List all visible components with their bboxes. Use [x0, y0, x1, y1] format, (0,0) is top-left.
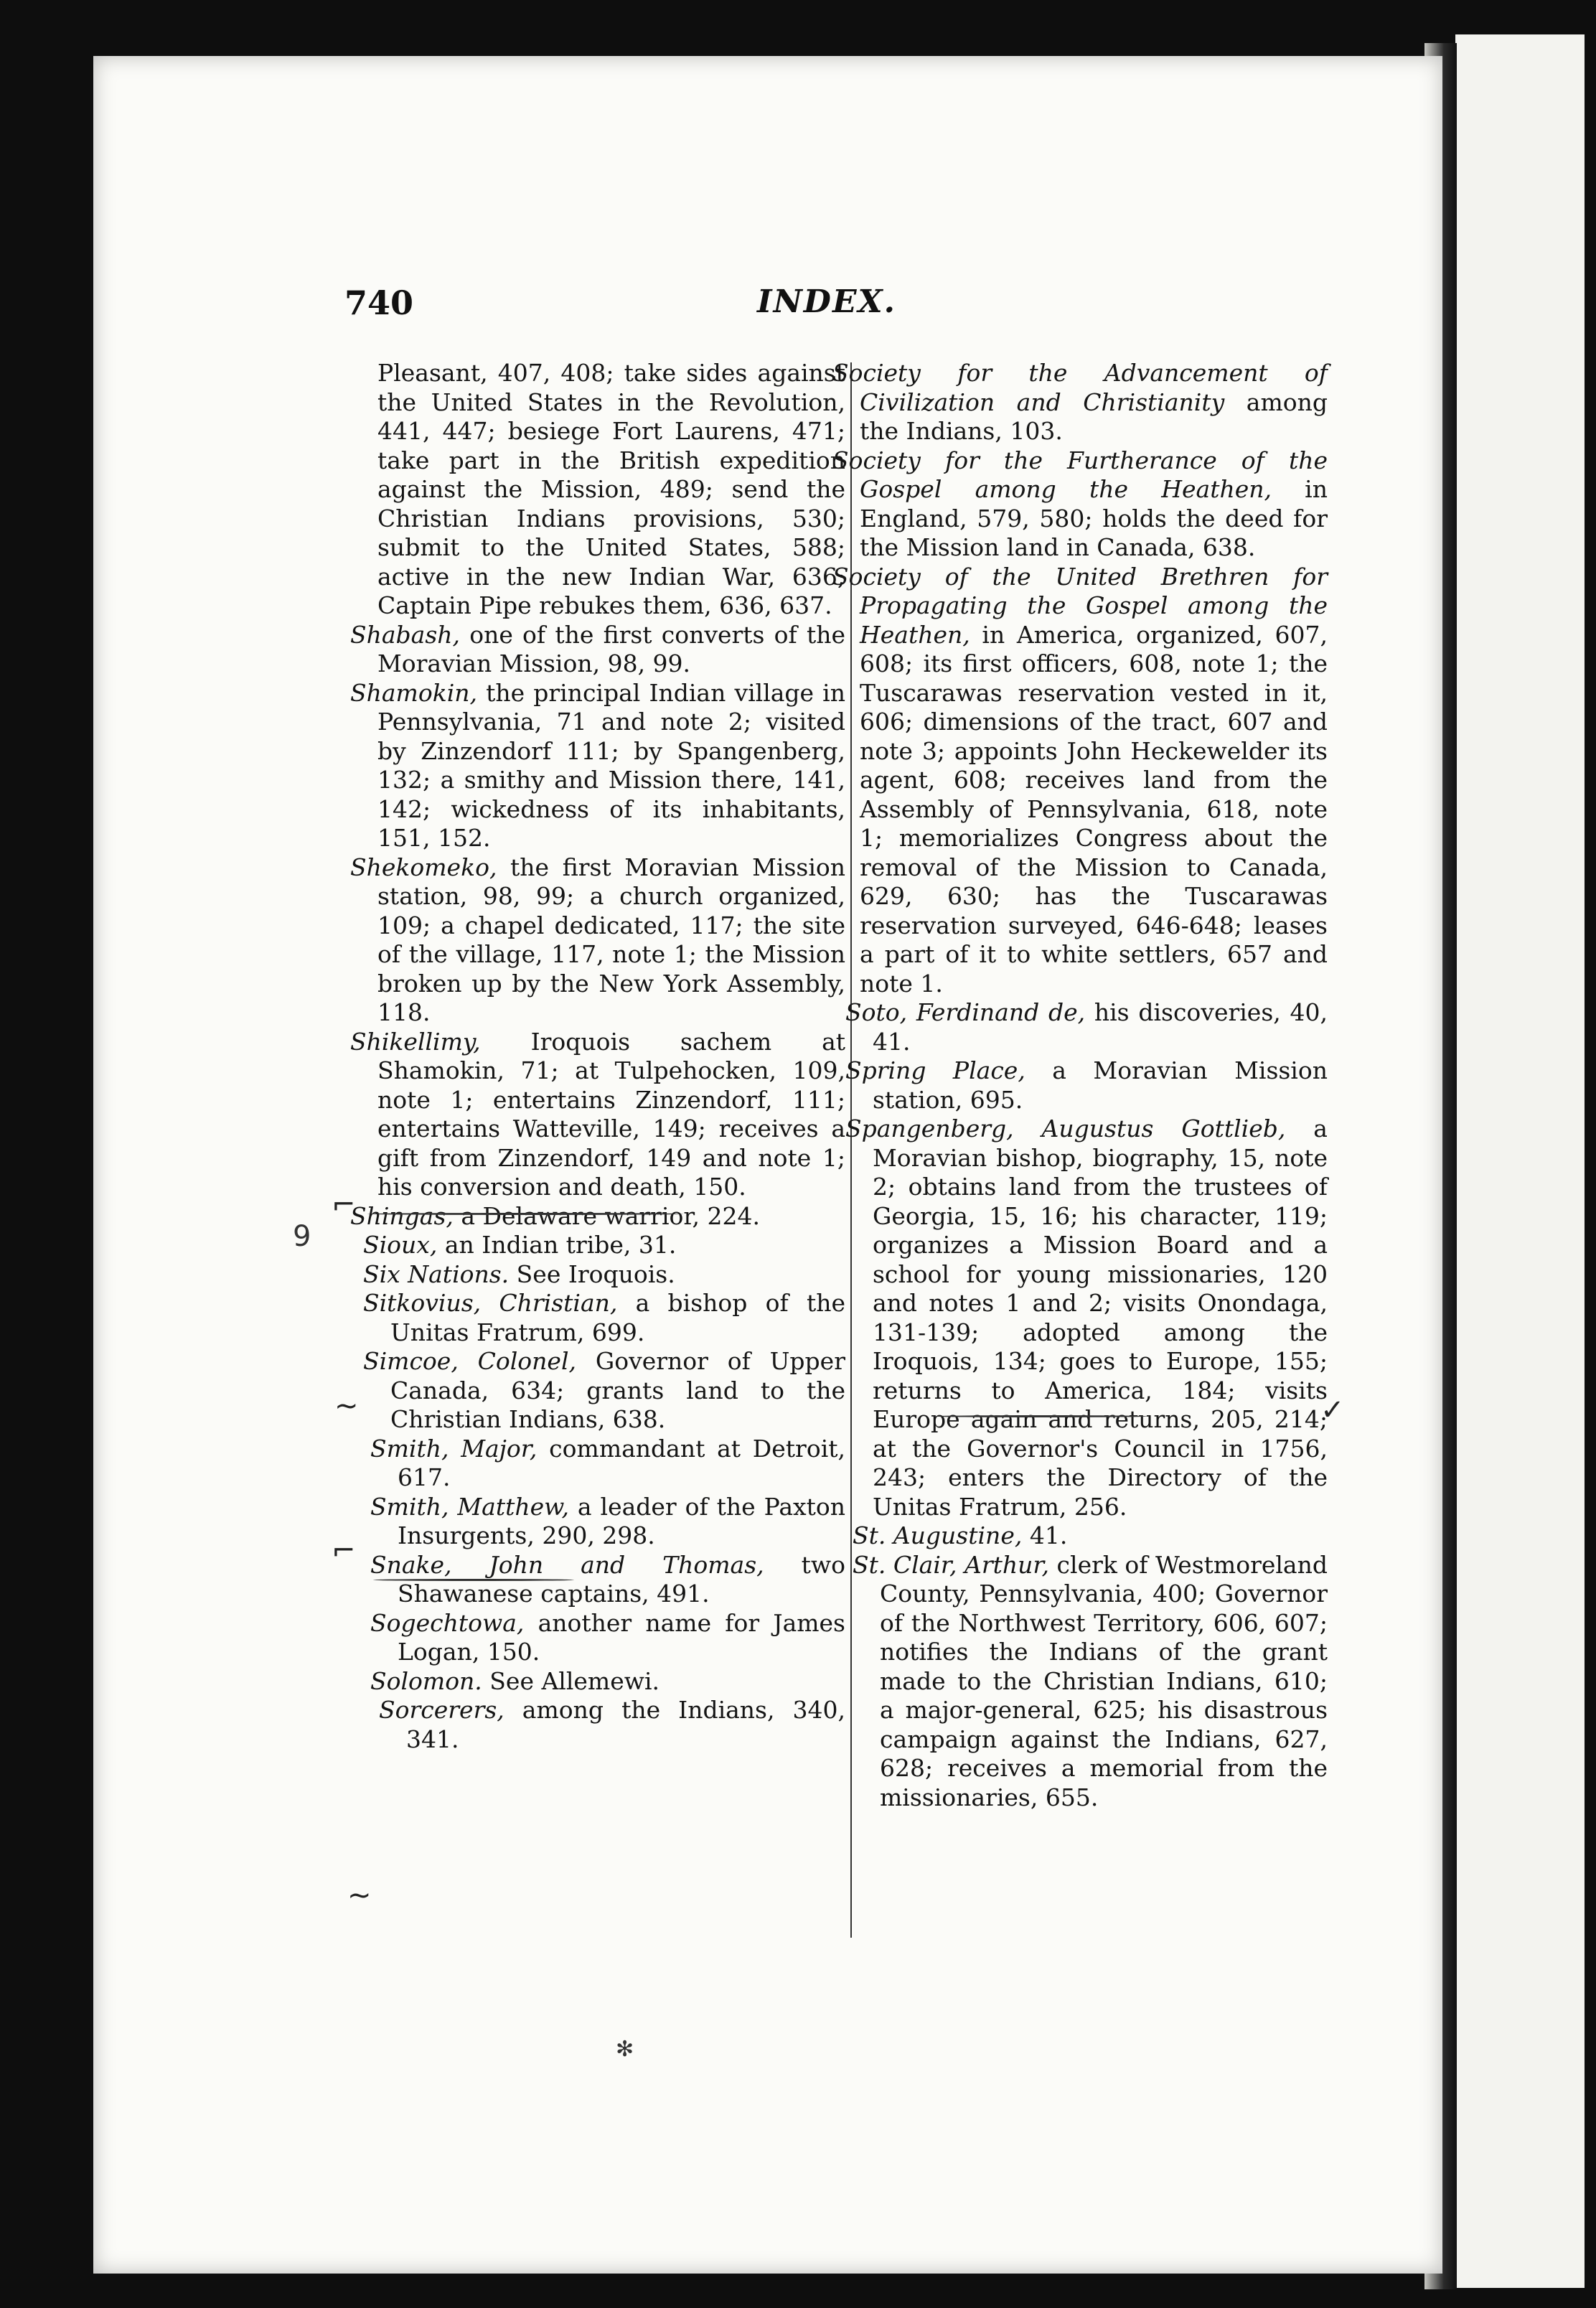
index-entry: Spangenberg, Augustus Gottlieb, a Moravian bishop, biography, 15, note 2; obtains land from the trustees of Georgia, 15, 16; his character, 119; organizes a Mission Board and a school for young missionaries, 120 and notes 1 and 2; visits Onondaga, 131-139; adopted among the Iroquois, 134; goes to Europe, 155; returns to America, 184; visits Europe again and returns, 205, 214; at the Governor's Council in 1756, 243; enters the Directory of the Unitas Fratrum, 256. [845, 1115, 1328, 1521]
index-entry: Sioux, an Indian tribe, 31. [363, 1231, 677, 1259]
index-entry: Society for the Furtherance of the Gospel among the Heathen, in England, 579, 580; holds the deed for the Mission land in Canada, 638. [832, 446, 1328, 561]
index-entry: Society of the United Brethren for Propagating the Gospel among the Heathen, in America, organized, 607, 608; its first officers, 608, note 1; the Tuscarawas reservation vested in it, 606; dimensions of the tract, 607 and note 3; appoints John Heckewelder its agent, 608; receives land from the Assembly of Pennsylvania, 618, note 1; memorializes Congress about the removal of the Mission to Canada, 629, 630; has the Tuscarawas reservation surveyed, 646-648; leases a part of it to white settlers, 657 and note 1. [832, 562, 1328, 998]
index-entry: Shekomeko, the first Moravian Mission station, 98, 99; a church organized, 109; a chapel dedicated, 117; the site of the village, 117, note 1; the Mission broken up by the New York Assembly, 118. [350, 853, 845, 1026]
pencil-check-mark: ⌐ [332, 1534, 356, 1567]
index-entry: Sitkovius, Christian, a bishop of the Unitas Fratrum, 699. [363, 1289, 845, 1346]
index-entry: St. Augustine, 41. [853, 1521, 1068, 1549]
pencil-underline [933, 1415, 1148, 1417]
index-entry: Shingas, a Delaware warrior, 224. [350, 1201, 760, 1230]
page-number: 740 [344, 283, 414, 322]
index-entry: Shamokin, the principal Indian village in Pennsylvania, 71 and note 2; visited by Zinzendorf 111; by Spangenberg, 132; a smithy and Mission there, 141, 142; wickedness of its inhabitants, 151, 152. [350, 678, 845, 852]
index-entry: Shabash, one of the first converts of the Moravian Mission, 98, 99. [350, 620, 845, 677]
pencil-underline [373, 1579, 574, 1581]
index-entry: Smith, Major, commandant at Detroit, 617. [370, 1434, 845, 1491]
index-entry: Sogechtowa, another name for James Logan, 150. [370, 1608, 845, 1666]
index-entry: Pleasant, 407, 408; take sides against the United States in the Revolution, 441, 447; besiege Fort Laurens, 471; take part in the British expedition against the Mission, 489; send the Christian Indians provisions, 530; submit to the United States, 588; active in the new Indian War, 636; Captain Pipe rebukes them, 636, 637. [377, 359, 845, 619]
index-entry: Snake, John and Thomas, two Shawanese captains, 491. [370, 1550, 845, 1608]
index-entry: St. Clair, Arthur, clerk of Westmoreland County, Pennsylvania, 400; Governor of the Northwest Territory, 606, 607; notifies the Indians of the grant made to the Christian Indians, 610; a major-general, 625; his disastrous campaign against the Indians, 627, 628; receives a memorial from the missionaries, 655. [853, 1550, 1328, 1811]
pencil-underline [367, 1213, 683, 1215]
pencil-check-mark: ✓ [1320, 1394, 1345, 1427]
right-column [832, 359, 1328, 1812]
index-entry: Spring Place, a Moravian Mission station, 695. [845, 1056, 1328, 1114]
index-entry: Smith, Matthew, a leader of the Paxton Insurgents, 290, 298. [370, 1492, 845, 1549]
index-entry: Sorcerers, among the Indians, 340, 341. [379, 1696, 845, 1753]
printer-ornament: ✻ [616, 2037, 634, 2062]
facing-page-edge [1455, 34, 1585, 2288]
index-entry: Soto, Ferdinand de, his discoveries, 40, 41. [845, 998, 1328, 1056]
left-column [350, 359, 845, 1754]
pencil-check-mark: ~ [334, 1389, 359, 1422]
margin-number: 9 [293, 1220, 311, 1253]
index-entry: Society for the Advancement of Civilization and Christianity among the Indians, 103. [832, 359, 1328, 445]
index-entry: Shikellimy, Iroquois sachem at Shamokin, 71; at Tulpehocken, 109, note 1; entertains Zinzendorf, 111; entertains Watteville, 149; receives a gift from Zinzendorf, 149 and note 1; his conversion and death, 150. [350, 1027, 845, 1201]
page-header [344, 283, 1277, 334]
index-entry: Six Nations. See Iroquois. [363, 1259, 675, 1288]
pencil-check-mark: ⌐ [332, 1188, 356, 1221]
running-head: INDEX. [757, 283, 896, 320]
index-entry: Simcoe, Colonel, Governor of Upper Canada, 634; grants land to the Christian Indians, 638. [363, 1347, 845, 1433]
index-entry: Solomon. See Allemewi. [370, 1666, 660, 1695]
pencil-check-mark: ~ [347, 1879, 372, 1912]
